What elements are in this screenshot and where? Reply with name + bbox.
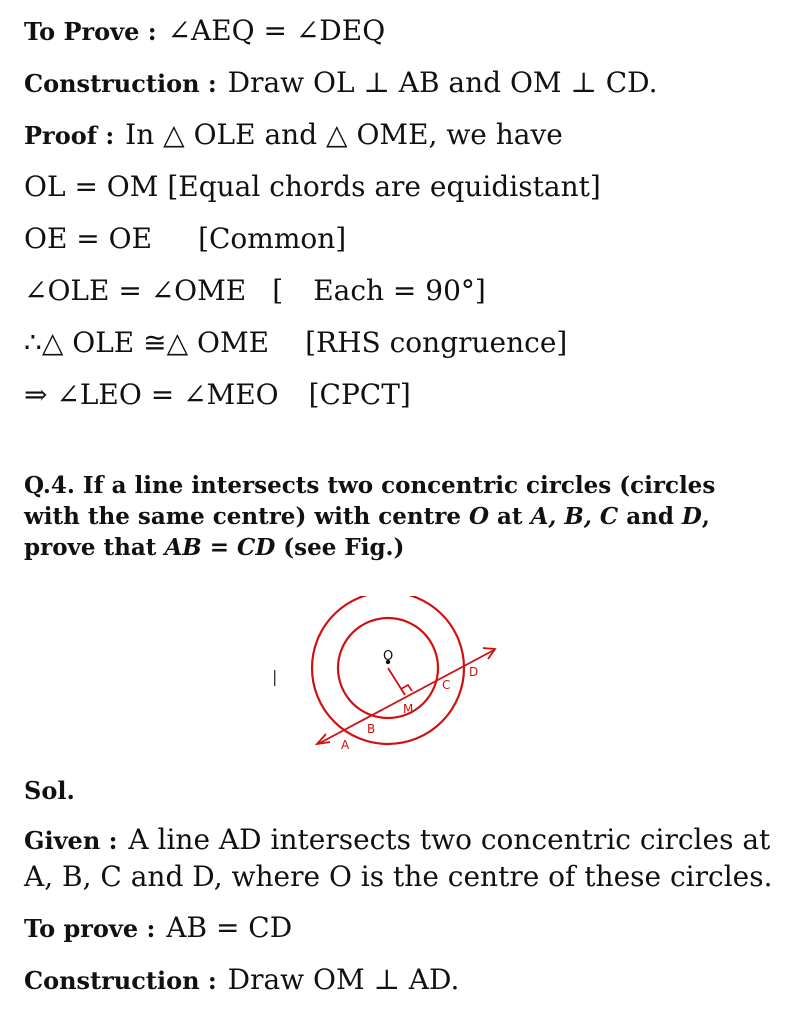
question-point-d: D	[681, 503, 702, 530]
common-stmt: OE = OE	[24, 222, 153, 255]
proof-text: In △ OLE and △ OME, we have	[116, 118, 563, 151]
to-prove-line	[24, 14, 385, 49]
question-text-3a: prove that	[24, 534, 165, 561]
concentric-circles-figure	[262, 596, 512, 764]
construction-line	[24, 66, 658, 101]
construction-label-2: Construction :	[24, 966, 217, 995]
question-text-2c: and	[618, 503, 682, 530]
label-o: O	[383, 649, 394, 664]
proof-line	[24, 118, 563, 153]
question-line-3	[24, 532, 404, 563]
to-prove-label: To Prove :	[24, 17, 157, 46]
right-angle-line	[24, 274, 486, 308]
label-d: D	[469, 665, 479, 679]
proof-label: Proof :	[24, 121, 115, 150]
question-text-1: Q.4. If a line intersects two concentric circles (circles	[24, 472, 716, 499]
cpct-stmt: ⇒ ∠LEO = ∠MEO	[24, 378, 279, 411]
question-centre-o: O	[468, 503, 490, 530]
construction-label: Construction :	[24, 69, 217, 98]
right-angle-bracket: [	[272, 274, 284, 307]
cpct-line	[24, 378, 411, 412]
question-line-1	[24, 470, 715, 501]
equidistant-line	[24, 170, 601, 204]
given-paragraph	[24, 822, 774, 895]
label-c: C	[442, 678, 451, 692]
to-prove-text: ∠AEQ = ∠DEQ	[158, 14, 386, 47]
construction-text-2: Draw OM ⊥ AD.	[218, 963, 460, 996]
question-text-3b: (see Fig.)	[275, 534, 405, 561]
label-b: B	[367, 722, 376, 736]
cpct-reason: [CPCT]	[308, 378, 411, 411]
question-points-abc: A, B, C	[530, 503, 619, 530]
construction-line-2	[24, 963, 459, 998]
question-text-2b: at	[489, 503, 531, 530]
question-equation: AB = CD	[164, 534, 276, 561]
given-text: A line AD intersects two concentric circles at A, B, C and D, where O is the centre of these circles.	[24, 823, 773, 893]
right-angle-reason: Each = 90°]	[313, 274, 486, 307]
segment-om	[388, 668, 405, 695]
congruence-stmt: ∴△ OLE ≅△ OME	[24, 326, 270, 359]
line-ad	[318, 650, 494, 744]
sol-line	[24, 773, 77, 808]
stray-mark: |	[272, 667, 278, 686]
congruence-reason: [RHS congruence]	[305, 326, 568, 359]
question-text-2a: with the same centre) with centre	[24, 503, 469, 530]
common-line	[24, 222, 346, 256]
to-prove-text-2: AB = CD	[157, 911, 293, 944]
label-m: M	[403, 702, 414, 716]
equidistant-text: OL = OM [Equal chords are equidistant]	[24, 170, 601, 203]
question-text-2d: ,	[701, 503, 710, 530]
to-prove-label-2: To prove :	[24, 914, 156, 943]
label-a: A	[341, 738, 350, 752]
sol-label: Sol.	[24, 776, 75, 805]
to-prove-line-2	[24, 911, 292, 946]
congruence-line	[24, 326, 567, 360]
right-angle-stmt: ∠OLE = ∠OME	[24, 274, 247, 307]
common-reason: [Common]	[198, 222, 347, 255]
given-label: Given :	[24, 826, 118, 855]
construction-text: Draw OL ⊥ AB and OM ⊥ CD.	[218, 66, 658, 99]
question-line-2	[24, 501, 710, 532]
